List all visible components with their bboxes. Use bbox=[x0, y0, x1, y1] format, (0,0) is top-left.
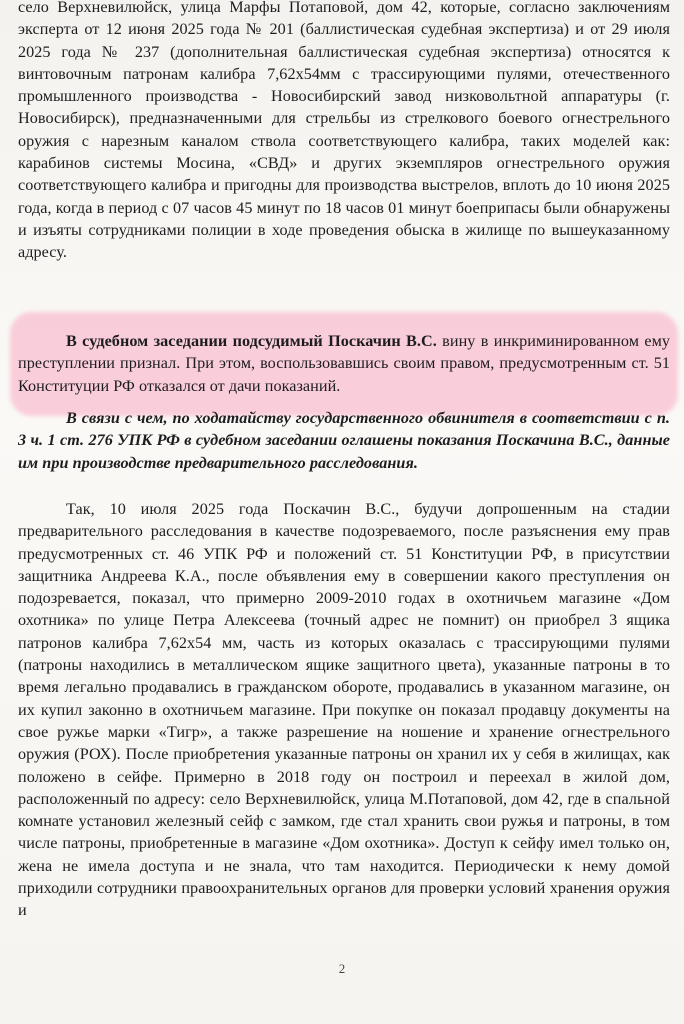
page-number: 2 bbox=[338, 961, 346, 976]
paragraph-suspect-testimony: Так, 10 июля 2025 года Поскачин В.С., будучи допрошенным на стадии предварительного расследования в качестве подозреваемого, после разъяснения ему прав предусмотренных ст. 46 УПК РФ и положений ст. 51 Конституции РФ, в присутствии защитника Андреева К.А., после объявления ему в совершении какого преступления он подозревается, показал, что примерно 2009-2010 годах в охотничьем магазине «Дом охотника» по улице Петра Алексеева (точный адрес не помнит) он приобрел 3 ящика патронов калибра 7,62х54 мм, часть из которых оказалась с трассирующими пулями (патроны находились в металлическом ящике защитного цвета), указанные патроны в то время легально продавались в гражданском обороте, продавались в указанном магазине, он их купил законно в охотничьем магазине. При покупке он показал продавцу документы на свое ружье марки «Тигр», а также разрешение на ношение и хранение огнестрельного оружия (РОХ). После приобретения указанные патроны он хранил их у себя в жилищах, как положено в сейфе. Примерно в 2018 году он построил и переехал в жилой дом, расположенный по адресу: село Верхневилюйск, улица М.Потаповой, дом 42, где в спальной комнате установил железный сейф с замком, где стал хранить свои ружья и патроны, в том числе патроны, приобретенные в магазине «Дом охотника». Доступ к сейфу имел только он, жена не имела доступа и не знала, что там находится. Периодически к нему домой приходили сотрудники правоохранительных органов для проверки условий хранения оружия и bbox=[18, 500, 670, 920]
paragraph-court-session-rest: вину в инкриминированном ему преступлении признал. При этом, воспользовавшись своим правом, предусмотренным ст. 51 Конституции РФ отказался от дачи показаний. bbox=[18, 332, 671, 395]
paragraph-evidence-description: село Верхневилюйск, улица Марфы Потаповой, дом 42, которые, согласно заключениям эксперта от 12 июня 2025 года № 201 (баллистическая судебная экспертиза) и от 29 июля 2025 года № 237 (дополнительная баллистическая судебная экспертиза) относятся к винтовочным патронам калибра 7,62х54мм с трассирующими пулями, отечественного промышленного производства - Новосибирский завод низковольтной аппаратуры (г. Новосибирск), предназначенными для стрельбы из стрелкового боевого огнестрельного оружия с нарезным каналом ствола соответствующего калибра, таких моделей как: карабинов системы Мосина, «СВД» и других экземпляров огнестрельного оружия соответствующего калибра и пригодны для производства выстрелов, вплоть до 10 июня 2025 года, когда в период с 07 часов 45 минут по 18 часов 01 минут боеприпасы были обнаружены и изъяты сотрудниками полиции в ходе проведения обыска в жилище по вышеуказанному адресу. bbox=[18, 0, 670, 262]
paragraph-testimony-announced: В связи с чем, по ходатайству государственного обвинителя в соответствии с п. 3 ч. 1 ст. 276 УПК РФ в судебном заседании оглашены показания Поскачина В.С., данные им при производстве предварительного расследования. bbox=[18, 409, 670, 472]
defendant-bold-phrase: В судебном заседании подсудимый Поскачин В.С. bbox=[66, 332, 437, 350]
paragraph-court-session bbox=[18, 330, 670, 397]
